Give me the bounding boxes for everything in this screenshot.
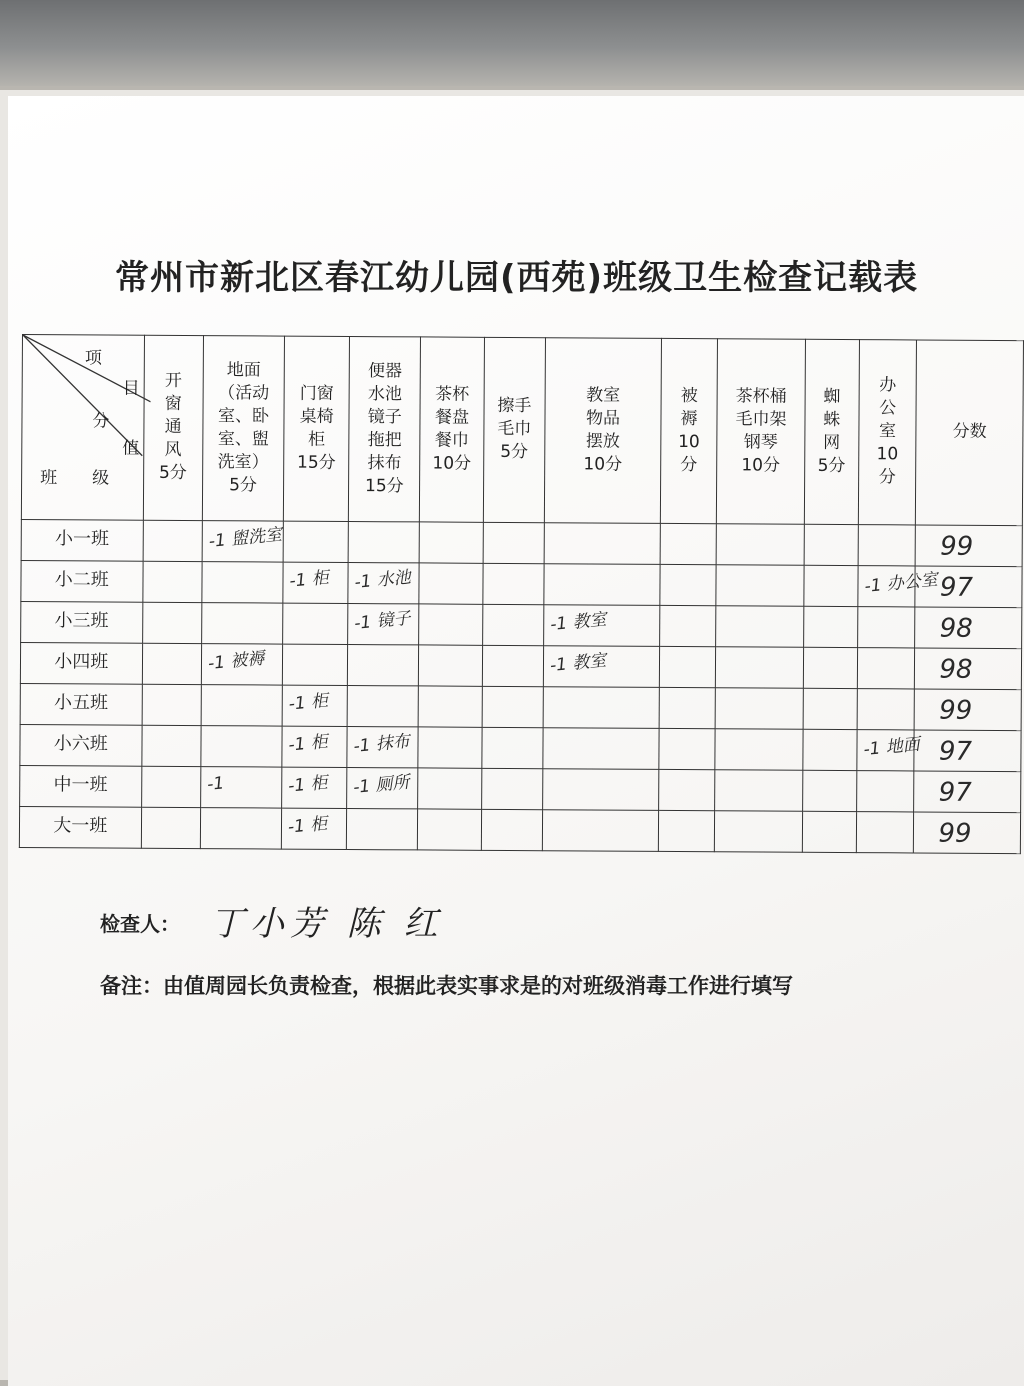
score-cell	[482, 686, 544, 727]
score-cell	[347, 808, 418, 849]
handwritten-deduction: -1 柜	[287, 690, 329, 715]
score-cell	[716, 523, 804, 565]
score-cell	[142, 561, 202, 602]
score-cell	[659, 728, 715, 769]
inspector-label: 检查人：	[100, 912, 180, 936]
score-cell	[419, 562, 483, 603]
score-cell	[482, 727, 544, 768]
column-header-8: 被 褥 10 分	[660, 338, 717, 523]
score-cell	[419, 644, 483, 685]
score-cell	[803, 770, 857, 811]
class-name-cell: 小四班	[20, 642, 142, 684]
score-cell	[915, 688, 1022, 730]
score-cell	[281, 808, 347, 849]
score-cell	[915, 565, 1022, 607]
handwritten-score: 99	[939, 695, 973, 726]
table-header-row	[21, 335, 1023, 526]
score-cell	[803, 729, 857, 770]
table-row	[21, 560, 1022, 607]
column-header-6: 擦手 毛巾 5分	[483, 337, 545, 522]
score-cell	[857, 647, 915, 688]
score-cell	[347, 685, 418, 726]
desk-background	[0, 0, 1024, 86]
score-cell	[143, 520, 203, 561]
handwritten-score: 97	[938, 736, 973, 767]
score-cell	[544, 522, 660, 564]
table-row	[20, 642, 1021, 689]
inspector-signature: 丁小芳 陈 红	[210, 904, 444, 944]
score-cell	[802, 811, 856, 852]
score-cell	[714, 810, 802, 852]
score-cell	[202, 602, 283, 643]
handwritten-deduction: -1 盥洗室	[207, 524, 283, 552]
handwritten-deduction: -1 教室	[549, 609, 608, 635]
score-cell	[544, 604, 660, 646]
score-cell	[348, 603, 419, 644]
corner-score-label-2: 值	[122, 438, 140, 459]
score-cell	[916, 524, 1023, 566]
score-cell	[283, 521, 349, 562]
handwritten-score: 97	[939, 572, 974, 603]
handwritten-deduction: -1 柜	[287, 731, 329, 756]
score-cell	[915, 606, 1022, 648]
score-cell	[481, 768, 543, 809]
score-cell	[803, 688, 857, 729]
score-cell	[142, 643, 202, 684]
score-cell	[483, 522, 545, 563]
handwritten-deduction: -1 水池	[353, 566, 413, 593]
score-cell	[202, 520, 283, 561]
score-cell	[283, 603, 349, 644]
handwritten-deduction: -1 教室	[549, 650, 608, 676]
score-cell	[347, 767, 418, 808]
score-cell	[418, 767, 482, 808]
score-cell	[419, 603, 483, 644]
score-cell	[481, 809, 543, 850]
column-header-9: 茶杯桶 毛巾架 钢琴 10分	[716, 339, 805, 524]
score-cell	[658, 810, 714, 851]
class-name-cell: 小一班	[21, 519, 143, 561]
score-cell	[804, 565, 858, 606]
column-header-1: 开 窗 通 风 5分	[143, 335, 204, 520]
handwritten-score: 99	[938, 818, 972, 849]
score-cell	[141, 807, 201, 848]
class-name-cell: 小五班	[20, 683, 142, 725]
score-cell	[542, 809, 658, 851]
score-cell	[282, 685, 348, 726]
table-row	[21, 601, 1022, 648]
handwritten-deduction: -1 抹布	[352, 730, 412, 757]
handwritten-score: 98	[939, 613, 973, 644]
score-cell	[201, 766, 282, 807]
score-cell	[715, 687, 803, 729]
handwritten-deduction: -1 柜	[287, 813, 329, 838]
table-row	[21, 519, 1022, 566]
score-cell	[857, 688, 915, 729]
score-cell	[856, 811, 914, 852]
score-cell	[419, 521, 483, 562]
column-header-11: 办 公 室 10 分	[858, 340, 917, 525]
hygiene-inspection-table	[19, 334, 1024, 854]
score-cell	[858, 565, 939, 606]
score-cell	[660, 605, 716, 646]
score-cell	[857, 606, 915, 647]
score-cell	[715, 769, 803, 811]
class-name-cell: 中一班	[20, 765, 142, 807]
corner-header-cell	[21, 335, 144, 520]
column-header-4: 便器 水池 镜子 拖把 抹布 15分	[349, 337, 421, 522]
score-cell	[201, 725, 282, 766]
score-cell	[857, 729, 921, 770]
note-text: 备注：由值周园长负责检查，根据此表实事求是的对班级消毒工作进行填写	[100, 974, 793, 998]
corner-class-label-2: 级	[92, 468, 110, 489]
score-cell	[348, 644, 419, 685]
score-cell	[659, 646, 715, 687]
score-cell	[804, 606, 858, 647]
handwritten-deduction: -1 柜	[288, 567, 330, 592]
score-cell	[142, 684, 202, 725]
score-cell	[715, 728, 803, 770]
score-cell	[914, 729, 1021, 771]
column-header-10: 蜘 蛛 网 5分	[804, 339, 859, 524]
column-header-5: 茶杯 餐盘 餐巾 10分	[420, 337, 485, 522]
score-cell	[348, 521, 419, 562]
score-cell	[858, 524, 916, 565]
score-cell	[716, 564, 804, 606]
score-cell	[715, 646, 803, 688]
table-row	[20, 724, 1021, 771]
column-header-2: 地面 （活动 室、卧 室、盥 洗室） 5分	[202, 336, 284, 521]
score-cell	[418, 726, 482, 767]
corner-score-label: 分	[92, 411, 110, 432]
column-header-3: 门窗 桌椅 柜 15分	[283, 336, 349, 521]
score-cell	[141, 766, 201, 807]
column-header-12: 分数	[916, 340, 1024, 525]
score-cell	[200, 807, 281, 848]
score-cell	[659, 769, 715, 810]
score-cell	[282, 767, 348, 808]
score-cell	[716, 605, 804, 647]
score-cell	[282, 726, 348, 767]
score-cell	[660, 523, 716, 564]
handwritten-deduction: -1 办公室	[863, 569, 939, 597]
score-cell	[348, 562, 419, 603]
handwritten-deduction: -1	[206, 772, 226, 795]
table-row	[20, 683, 1021, 730]
score-cell	[543, 686, 659, 728]
score-cell	[915, 647, 1022, 689]
score-cell	[543, 727, 659, 769]
handwritten-score: 99	[940, 531, 974, 562]
score-cell	[804, 524, 858, 565]
score-cell	[660, 564, 716, 605]
handwritten-deduction: -1 柜	[287, 772, 329, 797]
handwritten-deduction: -1 厕所	[352, 771, 411, 798]
column-header-7: 教室 物品 摆放 10分	[544, 338, 661, 523]
class-name-cell: 小二班	[21, 560, 143, 602]
corner-class-label: 班	[40, 468, 58, 489]
class-name-cell: 小三班	[21, 601, 143, 643]
corner-item-label-2: 目	[122, 378, 140, 399]
handwritten-deduction: -1 镜子	[353, 607, 412, 634]
score-cell	[142, 602, 202, 643]
table-body	[19, 519, 1022, 853]
handwritten-score: 98	[939, 654, 973, 685]
score-cell	[282, 644, 348, 685]
handwritten-deduction: -1 被褥	[207, 648, 266, 674]
class-name-cell: 大一班	[19, 806, 141, 848]
score-cell	[543, 768, 659, 810]
form-title: 常州市新北区春江幼儿园(西苑)班级卫生检查记载表	[115, 258, 919, 298]
handwritten-deduction: -1 地面	[862, 734, 921, 760]
table-row	[19, 806, 1020, 853]
score-cell	[201, 643, 282, 684]
score-cell	[418, 808, 482, 849]
score-cell	[483, 563, 545, 604]
corner-item-label: 项	[84, 348, 102, 369]
score-cell	[418, 685, 482, 726]
score-cell	[201, 684, 282, 725]
score-cell	[482, 645, 544, 686]
score-cell	[202, 561, 283, 602]
score-cell	[543, 645, 659, 687]
score-cell	[914, 770, 1021, 812]
class-name-cell: 小六班	[20, 724, 142, 766]
table-row	[20, 765, 1021, 812]
score-cell	[856, 770, 914, 811]
score-cell	[283, 562, 349, 603]
score-cell	[914, 811, 1021, 853]
handwritten-score: 97	[938, 777, 972, 808]
score-cell	[347, 726, 418, 767]
score-cell	[544, 563, 660, 605]
score-cell	[803, 647, 857, 688]
score-cell	[141, 725, 201, 766]
score-cell	[659, 687, 715, 728]
score-cell	[482, 604, 544, 645]
